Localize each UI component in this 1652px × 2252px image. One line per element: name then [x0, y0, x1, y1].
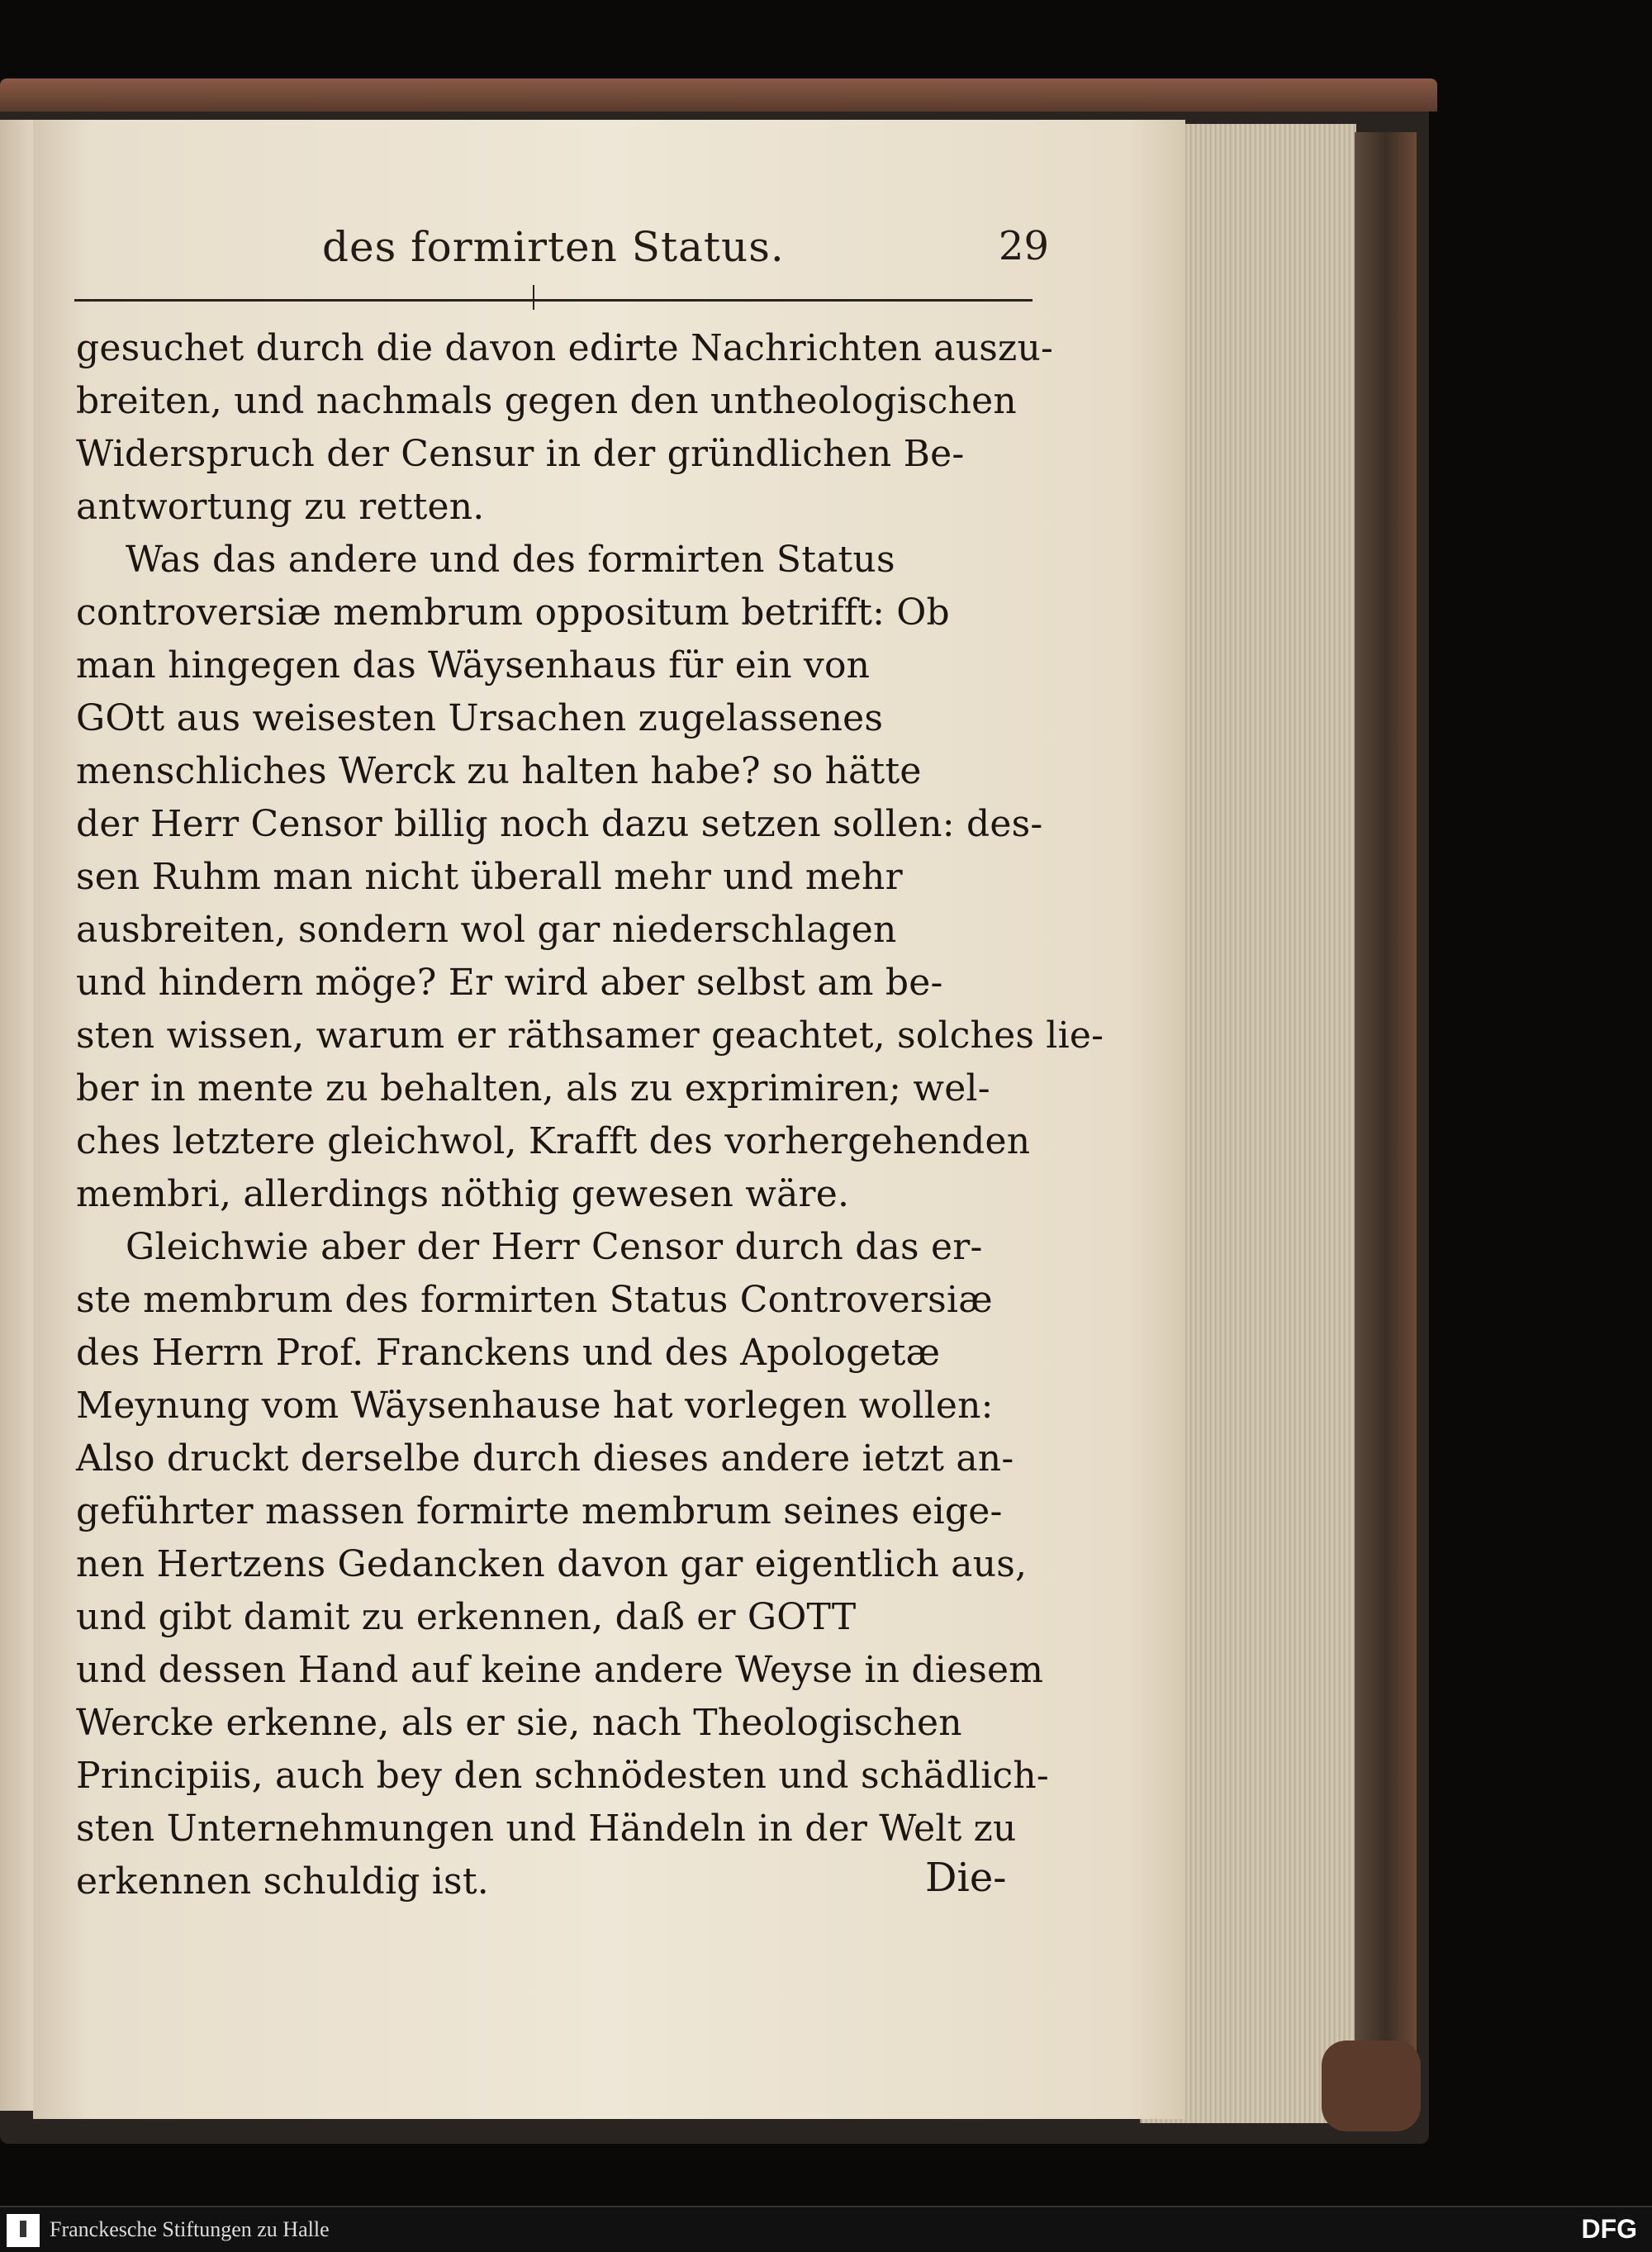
worn-corner — [1322, 2041, 1421, 2131]
text-line: und hindern möge? Er wird aber selbst am be- — [76, 962, 943, 1004]
text-line: ausbreiten, sondern wol gar niederschlagen — [76, 909, 897, 951]
text-line: der Herr Censor billig noch dazu setzen sollen: des- — [76, 803, 1043, 845]
institution-name: Franckesche Stiftungen zu Halle — [50, 2217, 330, 2241]
text-line: ste membrum des formirten Status Controversiæ — [76, 1279, 993, 1321]
text-line: Widerspruch der Censur in der gründlichen Be- — [76, 433, 965, 475]
text-line: breiten, und nachmals gegen den untheologischen — [76, 380, 1017, 422]
text-line: antwortung zu retten. — [76, 486, 485, 528]
text-line: sten Unternehmungen und Händeln in der Welt zu — [76, 1808, 1017, 1850]
running-title: des formirten Status. — [322, 223, 785, 271]
facing-page-edge — [0, 120, 33, 2111]
header-rule-mark — [533, 285, 534, 310]
header-rule — [74, 299, 1032, 302]
text-line: und gibt damit zu erkennen, daß er GOTT — [76, 1596, 857, 1638]
text-line: gesuchet durch die davon edirte Nachrichten auszu- — [76, 327, 1054, 369]
cover-edge — [0, 78, 1437, 112]
cover-board-right — [1355, 132, 1417, 2115]
text-line: erkennen schuldig ist. — [76, 1860, 489, 1903]
text-line: Wercke erkenne, als er sie, nach Theologischen — [76, 1702, 962, 1744]
text-line: membri, allerdings nöthig gewesen wäre. — [76, 1173, 850, 1215]
page-header — [322, 223, 1049, 281]
text-line: Gleichwie aber der Herr Censor durch das er- — [126, 1226, 983, 1268]
text-line: Also druckt derselbe durch dieses andere ietzt an- — [76, 1437, 1014, 1480]
text-line: sten wissen, warum er räthsamer geachtet, solches lie- — [76, 1014, 1104, 1057]
footer-bar — [0, 2206, 1652, 2252]
text-line: menschliches Werck zu halten habe? so hätte — [76, 750, 922, 792]
text-line: geführter massen formirte membrum seines eige- — [76, 1490, 1003, 1532]
text-line: GOtt aus weisesten Ursachen zugelassenes — [76, 697, 884, 739]
text-line: controversiæ membrum oppositum betrifft: Ob — [76, 592, 950, 634]
text-line: des Herrn Prof. Franckens und des Apologetæ — [76, 1332, 941, 1374]
text-line: und dessen Hand auf keine andere Weyse in diesem — [76, 1649, 1044, 1691]
body-text — [76, 322, 1104, 1908]
logo-mark — [20, 2221, 26, 2237]
institution-logo-icon — [7, 2214, 40, 2247]
text-line: ches letztere gleichwol, Krafft des vorhergehenden — [76, 1120, 1031, 1162]
text-line: Meynung vom Wäysenhause hat vorlegen wollen: — [76, 1385, 994, 1427]
text-line: ber in mente zu behalten, als zu exprimiren; wel- — [76, 1067, 990, 1109]
text-line: Principiis, auch bey den schnödesten und schädlich- — [76, 1755, 1049, 1797]
dfg-logo: DFG — [1581, 2214, 1637, 2244]
page-number: 29 — [998, 223, 1049, 269]
text-line: man hingegen das Wäysenhaus für ein von — [76, 644, 871, 687]
catchword: Die- — [925, 1855, 1007, 1901]
text-line: nen Hertzens Gedancken davon gar eigentlich aus, — [76, 1543, 1028, 1585]
text-line: Was das andere und des formirten Status — [126, 539, 895, 581]
text-line: sen Ruhm man nicht überall mehr und mehr — [76, 856, 903, 898]
